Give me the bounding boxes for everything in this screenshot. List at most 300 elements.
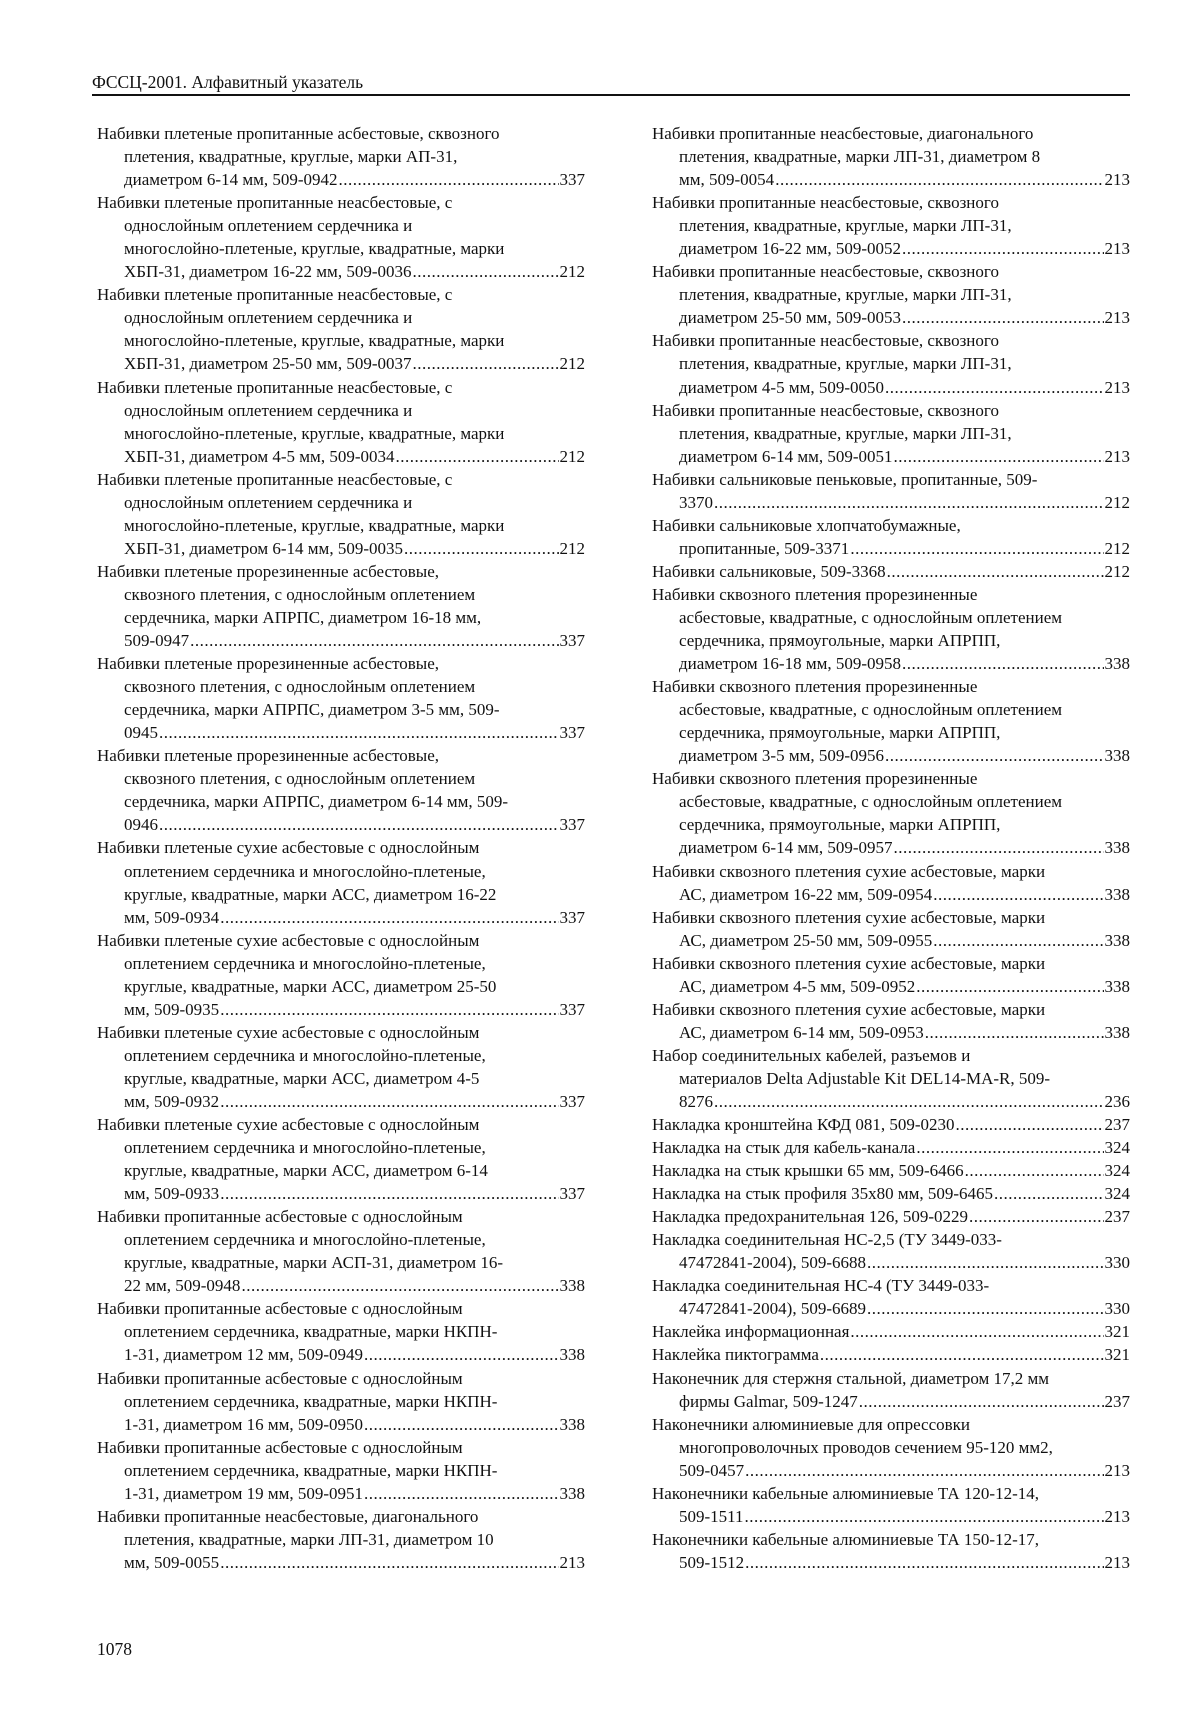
index-entry-line	[97, 1413, 585, 1436]
entry-page-number: 236	[1104, 1091, 1130, 1111]
entry-text: 1-31, диаметром 16 мм, 509-0950	[124, 1414, 364, 1434]
entry-page-number: 324	[1104, 1138, 1130, 1158]
index-entry-line: оплетением сердечника и многослойно-плетеные,	[124, 1045, 486, 1065]
entry-text: мм, 509-0935	[124, 999, 220, 1019]
dot-leader	[364, 1482, 558, 1505]
index-entry-line	[97, 629, 585, 652]
index-entry-line: Набивки сквозного плетения сухие асбестовые, марки	[652, 861, 1046, 881]
index-entry-line: плетения, квадратные, круглые, марки ЛП-31,	[679, 216, 1012, 236]
index-entry-line: Набивки сквозного плетения сухие асбестовые, марки	[652, 907, 1046, 927]
index-entry	[97, 1436, 585, 1505]
index-entry	[97, 744, 585, 836]
dot-leader	[933, 929, 1103, 952]
index-entry-line	[652, 491, 1130, 514]
index-entry	[97, 283, 585, 375]
index-entry-line: Наконечники кабельные алюминиевые ТА 150-12-17,	[652, 1529, 1039, 1549]
index-entry	[97, 1297, 585, 1366]
index-entry-line: Набивки плетеные сухие асбестовые с однослойным	[97, 1022, 480, 1042]
entry-text: Накладка на стык профиля 35х80 мм, 509-6465	[652, 1184, 994, 1204]
index-entry-line: плетения, квадратные, круглые, марки ЛП-31,	[679, 354, 1012, 374]
index-entry	[652, 675, 1130, 767]
index-entry-line	[652, 836, 1130, 859]
index-entry	[97, 836, 585, 928]
index-entry-line: однослойным оплетением сердечника и	[124, 216, 413, 236]
dot-leader	[850, 537, 1103, 560]
index-entry	[652, 329, 1130, 398]
entry-text: мм, 509-0932	[124, 1091, 220, 1111]
index-entry-line: Набивки пропитанные неасбестовые, диагонального	[652, 124, 1034, 143]
page-header	[92, 68, 1130, 96]
index-entry-line	[652, 237, 1130, 260]
entry-page-number: 330	[1104, 1299, 1130, 1319]
index-entry	[97, 191, 585, 283]
entry-page-number: 212	[559, 262, 585, 282]
index-entry-line: Наконечники алюминиевые для опрессовки	[652, 1414, 971, 1434]
index-entry	[652, 1136, 1130, 1159]
dot-leader	[933, 883, 1103, 906]
page-title: ФССЦ-2001. Алфавитный указатель	[92, 72, 364, 92]
index-entry-line: Набивки пропитанные неасбестовые, диагонального	[97, 1506, 479, 1526]
dot-leader	[820, 1343, 1104, 1366]
dot-leader	[925, 1021, 1104, 1044]
dot-leader	[220, 998, 558, 1021]
index-entry-line: Набивки сальниковые пеньковые, пропитанные, 509-	[652, 469, 1038, 489]
index-entry-line: плетения, квадратные, круглые, марки ЛП-31,	[679, 423, 1012, 443]
dot-leader	[916, 1136, 1103, 1159]
entry-text: диаметром 3-5 мм, 509-0956	[679, 746, 885, 766]
index-entry-line: круглые, квадратные, марки АСС, диаметром 6-14	[124, 1161, 488, 1181]
index-entry-line: сердечника, марки АПРПС, диаметром 3-5 мм, 509-	[124, 700, 500, 720]
index-entry-line: асбестовые, квадратные, с однослойным оплетением	[679, 700, 1063, 720]
entry-page-number: 337	[559, 999, 585, 1019]
entry-text: Накладка кронштейна КФД 081, 509-0230	[652, 1115, 955, 1135]
index-entry	[652, 1182, 1130, 1205]
entry-text: диаметром 16-22 мм, 509-0052	[679, 239, 902, 259]
dot-leader	[956, 1113, 1104, 1136]
entry-page-number: 338	[1104, 930, 1130, 950]
index-entry-line: сердечника, прямоугольные, марки АПРПП,	[679, 815, 1001, 835]
page-number: 1078	[97, 1639, 132, 1659]
entry-text: 509-0457	[679, 1460, 745, 1480]
entry-text: АС, диаметром 16-22 мм, 509-0954	[679, 884, 933, 904]
index-entry	[97, 652, 585, 744]
index-entry-line: Набивки плетеные пропитанные неасбестовые, с	[97, 193, 453, 213]
dot-leader	[885, 376, 1103, 399]
index-entry-line	[652, 1251, 1130, 1274]
index-entry	[652, 1205, 1130, 1228]
index-entry	[97, 1505, 585, 1574]
dot-leader	[885, 744, 1103, 767]
dot-leader	[969, 1205, 1103, 1228]
index-entry-line: Набивки плетеные сухие асбестовые с однослойным	[97, 1115, 480, 1135]
index-column-left	[97, 122, 585, 1574]
index-entry	[652, 767, 1130, 859]
entry-text: АС, диаметром 25-50 мм, 509-0955	[679, 930, 933, 950]
index-entry-line	[652, 445, 1130, 468]
dot-leader	[916, 975, 1103, 998]
index-entry	[652, 998, 1130, 1044]
entry-text: диаметром 6-14 мм, 509-0957	[679, 838, 893, 858]
index-entry	[652, 1367, 1130, 1413]
entry-page-number: 213	[559, 1552, 585, 1572]
entry-page-number: 212	[559, 446, 585, 466]
index-entry-line	[652, 1320, 1130, 1343]
entry-text: АС, диаметром 4-5 мм, 509-0952	[679, 976, 916, 996]
entry-page-number: 212	[1104, 538, 1130, 558]
dot-leader	[190, 629, 558, 652]
entry-page-number: 213	[1104, 377, 1130, 397]
index-entry-line: сквозного плетения, с однослойным оплетением	[124, 677, 476, 697]
index-entry-line	[97, 998, 585, 1021]
dot-leader	[902, 237, 1103, 260]
index-entry-line	[97, 1551, 585, 1574]
entry-text: 3370	[679, 492, 713, 512]
entry-page-number: 337	[559, 907, 585, 927]
entry-page-number: 337	[559, 170, 585, 190]
entry-text: АС, диаметром 6-14 мм, 509-0953	[679, 1022, 924, 1042]
dot-leader	[994, 1182, 1103, 1205]
index-entry-line: Набивки пропитанные неасбестовые, сквозного	[652, 400, 999, 420]
entry-text: ХБП-31, диаметром 6-14 мм, 509-0035	[124, 538, 403, 558]
dot-leader	[241, 1274, 558, 1297]
index-entry	[652, 122, 1130, 191]
entry-text: 47472841-2004), 509-6688	[679, 1253, 866, 1273]
dot-leader	[902, 652, 1103, 675]
dot-leader	[412, 352, 558, 375]
entry-page-number: 213	[1104, 308, 1130, 328]
dot-leader	[364, 1343, 558, 1366]
index-entry-line: Набивки пропитанные асбестовые с однослойным	[97, 1207, 463, 1227]
index-entry	[652, 583, 1130, 675]
entry-page-number: 213	[1104, 1506, 1130, 1526]
index-entry-line: многослойно-плетеные, круглые, квадратные, марки	[124, 331, 505, 351]
entry-page-number: 337	[559, 723, 585, 743]
entry-text: Набивки сальниковые, 509-3368	[652, 561, 886, 581]
index-entry	[97, 1113, 585, 1205]
index-entry-line	[97, 1482, 585, 1505]
index-entry	[97, 929, 585, 1021]
index-entry-line	[652, 1551, 1130, 1574]
dot-leader	[159, 813, 559, 836]
index-entry	[652, 906, 1130, 952]
entry-page-number: 324	[1104, 1161, 1130, 1181]
entry-page-number: 338	[559, 1276, 585, 1296]
index-entry-line: Набивки сквозного плетения прорезиненные	[652, 769, 978, 789]
entry-page-number: 213	[1104, 1552, 1130, 1572]
dot-leader	[867, 1251, 1104, 1274]
index-entry-line: Набивки пропитанные асбестовые с однослойным	[97, 1299, 463, 1319]
index-entry-line: плетения, квадратные, марки ЛП-31, диаметром 10	[124, 1529, 494, 1549]
index-entry	[97, 122, 585, 191]
index-entry-line: Набивки плетеные сухие асбестовые с однослойным	[97, 838, 480, 858]
index-entry-line	[652, 1297, 1130, 1320]
index-entry-line	[97, 352, 585, 375]
index-column-right	[652, 122, 1130, 1574]
index-entry-line	[97, 721, 585, 744]
index-entry	[97, 1205, 585, 1297]
index-entry-line	[652, 1136, 1130, 1159]
index-entry-line: асбестовые, квадратные, с однослойным оплетением	[679, 792, 1063, 812]
index-entry-line	[652, 1090, 1130, 1113]
entry-text: ХБП-31, диаметром 16-22 мм, 509-0036	[124, 262, 412, 282]
dot-leader	[220, 1090, 558, 1113]
dot-leader	[220, 906, 558, 929]
entry-page-number: 212	[1104, 561, 1130, 581]
index-entry	[652, 1343, 1130, 1366]
entry-text: диаметром 25-50 мм, 509-0053	[679, 308, 902, 328]
index-entry-line	[97, 1343, 585, 1366]
dot-leader	[395, 445, 558, 468]
index-entry	[97, 1367, 585, 1436]
index-entry	[97, 560, 585, 652]
entry-page-number: 337	[559, 1091, 585, 1111]
entry-text: мм, 509-0055	[124, 1552, 220, 1572]
entry-page-number: 330	[1104, 1253, 1130, 1273]
index-entry-line	[97, 1090, 585, 1113]
entry-text: Накладка на стык для кабель-канала	[652, 1138, 916, 1158]
index-entry-line: Набивки пропитанные асбестовые с однослойным	[97, 1437, 463, 1457]
index-entry-line: Набор соединительных кабелей, разъемов и	[652, 1045, 971, 1065]
index-entry-line: многослойно-плетеные, круглые, квадратные, марки	[124, 423, 505, 443]
entry-page-number: 338	[559, 1414, 585, 1434]
index-entry-line: многослойно-плетеные, круглые, квадратные, марки	[124, 239, 505, 259]
index-entry-line: круглые, квадратные, марки АСП-31, диаметром 16-	[124, 1253, 504, 1273]
index-entry	[652, 1113, 1130, 1136]
entry-page-number: 212	[1104, 492, 1130, 512]
index-entry-line	[652, 1390, 1130, 1413]
entry-page-number: 338	[1104, 976, 1130, 996]
index-entry-line	[97, 260, 585, 283]
dot-leader	[220, 1551, 558, 1574]
index-entry-line	[652, 537, 1130, 560]
entry-text: ХБП-31, диаметром 25-50 мм, 509-0037	[124, 354, 412, 374]
index-entry-line: оплетением сердечника и многослойно-плетеные,	[124, 1138, 486, 1158]
entry-text: фирмы Galmar, 509-1247	[679, 1391, 858, 1411]
dot-leader	[894, 836, 1104, 859]
entry-page-number: 338	[559, 1345, 585, 1365]
index-entry-line: однослойным оплетением сердечника и	[124, 400, 413, 420]
index-entry	[652, 952, 1130, 998]
entry-text: ХБП-31, диаметром 4-5 мм, 509-0034	[124, 446, 395, 466]
index-entry-line: однослойным оплетением сердечника и	[124, 308, 413, 328]
entry-text: 509-1511	[679, 1506, 744, 1526]
index-entry-line	[652, 1113, 1130, 1136]
entry-page-number: 338	[1104, 746, 1130, 766]
index-entry-line	[652, 1505, 1130, 1528]
dot-leader	[364, 1413, 558, 1436]
index-entry-line: Наконечник для стержня стальной, диаметром 17,2 мм	[652, 1368, 1050, 1388]
index-entry	[97, 376, 585, 468]
index-entry-line: Набивки пропитанные неасбестовые, сквозного	[652, 262, 999, 282]
index-entry-line	[652, 1205, 1130, 1228]
index-entry	[652, 1528, 1130, 1574]
index-entry	[652, 1159, 1130, 1182]
index-entry-line: многослойно-плетеные, круглые, квадратные, марки	[124, 515, 505, 535]
entry-text: 8276	[679, 1091, 713, 1111]
index-entry-line	[652, 1182, 1130, 1205]
index-entry-line: круглые, квадратные, марки АСС, диаметром 16-22	[124, 884, 497, 904]
dot-leader	[220, 1182, 558, 1205]
index-entry-line: Набивки сквозного плетения прорезиненные	[652, 677, 978, 697]
index-entry-line	[97, 1274, 585, 1297]
entry-text: Накладка на стык крышки 65 мм, 509-6466	[652, 1161, 964, 1181]
entry-text: диаметром 16-18 мм, 509-0958	[679, 654, 902, 674]
entry-page-number: 338	[1104, 1022, 1130, 1042]
dot-leader	[714, 1090, 1104, 1113]
entry-text: 509-1512	[679, 1552, 745, 1572]
entry-page-number: 338	[1104, 654, 1130, 674]
index-entry-line: сквозного плетения, с однослойным оплетением	[124, 769, 476, 789]
entry-text: 22 мм, 509-0948	[124, 1276, 241, 1296]
entry-page-number: 213	[1104, 170, 1130, 190]
index-entry	[652, 860, 1130, 906]
index-entry-line: оплетением сердечника и многослойно-плетеные,	[124, 953, 486, 973]
entry-text: диаметром 4-5 мм, 509-0050	[679, 377, 885, 397]
entry-text: Наклейка пиктограмма	[652, 1345, 819, 1365]
entry-text: мм, 509-0054	[679, 170, 775, 190]
index-entry-line: Набивки плетеные прорезиненные асбестовые,	[97, 654, 440, 674]
index-entry-line: оплетением сердечника, квадратные, марки НКПН-	[124, 1460, 498, 1480]
entry-page-number: 338	[1104, 838, 1130, 858]
entry-page-number: 337	[559, 815, 585, 835]
index-entry-line: плетения, квадратные, круглые, марки АП-31,	[124, 147, 458, 167]
index-entry-line: сердечника, прямоугольные, марки АПРПП,	[679, 631, 1001, 651]
index-entry-line: Набивки пропитанные неасбестовые, сквозного	[652, 193, 999, 213]
index-entry	[652, 399, 1130, 468]
dot-leader	[859, 1390, 1104, 1413]
index-entry-line: Накладка соединительная НС-4 (ТУ 3449-033-	[652, 1276, 990, 1296]
entry-text: 0945	[124, 723, 158, 743]
entry-text: мм, 509-0933	[124, 1184, 220, 1204]
entry-page-number: 321	[1104, 1322, 1130, 1342]
entry-text: 1-31, диаметром 19 мм, 509-0951	[124, 1483, 364, 1503]
index-entry-line: оплетением сердечника и многослойно-плетеные,	[124, 861, 486, 881]
index-entry-line: сердечника, прямоугольные, марки АПРПП,	[679, 723, 1001, 743]
index-entry-line: Набивки сквозного плетения прорезиненные	[652, 584, 978, 604]
index-entry	[652, 1320, 1130, 1343]
index-entry-line	[652, 376, 1130, 399]
entry-page-number: 213	[1104, 446, 1130, 466]
index-entry-line	[652, 652, 1130, 675]
index-entry-line: Набивки плетеные пропитанные неасбестовые, с	[97, 285, 453, 305]
entry-text: пропитанные, 509-3371	[679, 538, 850, 558]
entry-text: Накладка предохранительная 126, 509-0229	[652, 1207, 969, 1227]
entry-text: мм, 509-0934	[124, 907, 220, 927]
index-entry-line	[652, 306, 1130, 329]
dot-leader	[867, 1297, 1104, 1320]
index-entry-line: Накладка соединительная НС-2,5 (ТУ 3449-033-	[652, 1230, 1002, 1250]
index-entry	[652, 1482, 1130, 1528]
index-entry-line: Набивки плетеные прорезиненные асбестовые,	[97, 561, 440, 581]
entry-page-number: 337	[559, 1184, 585, 1204]
index-entry	[652, 560, 1130, 583]
index-entry-line: Набивки плетеные пропитанные неасбестовые, с	[97, 469, 453, 489]
index-entry	[652, 1228, 1130, 1274]
index-entry	[652, 1413, 1130, 1482]
entry-page-number: 321	[1104, 1345, 1130, 1365]
index-entry	[652, 514, 1130, 560]
index-entry	[652, 468, 1130, 514]
index-entry-line	[652, 929, 1130, 952]
entry-page-number: 338	[559, 1483, 585, 1503]
entry-page-number: 213	[1104, 1460, 1130, 1480]
entry-text: 509-0947	[124, 631, 190, 651]
index-entry-line: плетения, квадратные, марки ЛП-31, диаметром 8	[679, 147, 1041, 167]
entry-text: 47472841-2004), 509-6689	[679, 1299, 866, 1319]
index-entry	[652, 260, 1130, 329]
entry-page-number: 212	[559, 538, 585, 558]
entry-text: диаметром 6-14 мм, 509-0051	[679, 446, 893, 466]
index-entry-line	[97, 906, 585, 929]
index-entry-line: асбестовые, квадратные, с однослойным оплетением	[679, 607, 1063, 627]
index-entry-line: круглые, квадратные, марки АСС, диаметром 4-5	[124, 1068, 480, 1088]
entry-page-number: 324	[1104, 1184, 1130, 1204]
index-entry-line: Набивки пропитанные неасбестовые, сквозного	[652, 331, 999, 351]
index-entry-line	[652, 975, 1130, 998]
index-entry-line	[652, 883, 1130, 906]
entry-page-number: 237	[1104, 1391, 1130, 1411]
index-entry-line: Набивки плетеные пропитанные асбестовые, сквозного	[97, 124, 500, 143]
index-entry-line: материалов Delta Adjustable Kit DEL14-MA-R, 509-	[679, 1068, 1051, 1088]
entry-text: 1-31, диаметром 12 мм, 509-0949	[124, 1345, 364, 1365]
index-entry-line: Набивки сквозного плетения сухие асбестовые, марки	[652, 999, 1046, 1019]
dot-leader	[850, 1320, 1103, 1343]
index-entry-line: сердечника, марки АПРПС, диаметром 16-18 мм,	[124, 607, 482, 627]
dot-leader	[745, 1505, 1104, 1528]
entry-page-number: 212	[559, 354, 585, 374]
dot-leader	[714, 491, 1104, 514]
index-entry-line: сквозного плетения, с однослойным оплетением	[124, 584, 476, 604]
dot-leader	[745, 1459, 1103, 1482]
entry-text: 0946	[124, 815, 158, 835]
index-entry-line: круглые, квадратные, марки АСС, диаметром 25-50	[124, 976, 497, 996]
entry-page-number: 237	[1104, 1115, 1130, 1135]
dot-leader	[404, 537, 559, 560]
index-entry-line	[652, 1159, 1130, 1182]
index-entry-line: Набивки сальниковые хлопчатобумажные,	[652, 515, 961, 535]
index-entry-line	[652, 560, 1130, 583]
index-entry-line	[652, 1343, 1130, 1366]
dot-leader	[775, 168, 1103, 191]
index-entry-line: Наконечники кабельные алюминиевые ТА 120-12-14,	[652, 1483, 1039, 1503]
index-entry-line: оплетением сердечника, квадратные, марки НКПН-	[124, 1391, 498, 1411]
index-entry	[97, 468, 585, 560]
index-entry-line: оплетением сердечника, квадратные, марки НКПН-	[124, 1322, 498, 1342]
dot-leader	[159, 721, 559, 744]
index-entry-line	[652, 744, 1130, 767]
entry-text: Наклейка информационная	[652, 1322, 850, 1342]
dot-leader	[745, 1551, 1103, 1574]
entry-page-number: 213	[1104, 239, 1130, 259]
index-entry	[652, 191, 1130, 260]
index-entry-line: Набивки сквозного плетения сухие асбестовые, марки	[652, 953, 1046, 973]
index-entry-line	[652, 1459, 1130, 1482]
index-entry-line	[97, 445, 585, 468]
dot-leader	[339, 168, 559, 191]
index-entry-line: оплетением сердечника и многослойно-плетеные,	[124, 1230, 486, 1250]
dot-leader	[894, 445, 1104, 468]
entry-page-number: 337	[559, 631, 585, 651]
index-entry-line: Набивки плетеные прорезиненные асбестовые,	[97, 746, 440, 766]
index-entry-line	[97, 1182, 585, 1205]
dot-leader	[887, 560, 1104, 583]
dot-leader	[412, 260, 558, 283]
index-entry	[652, 1044, 1130, 1113]
index-entry-line	[652, 168, 1130, 191]
index-entry	[652, 1274, 1130, 1320]
index-entry-line: Набивки пропитанные асбестовые с однослойным	[97, 1368, 463, 1388]
index-entry-line: Набивки плетеные сухие асбестовые с однослойным	[97, 930, 480, 950]
